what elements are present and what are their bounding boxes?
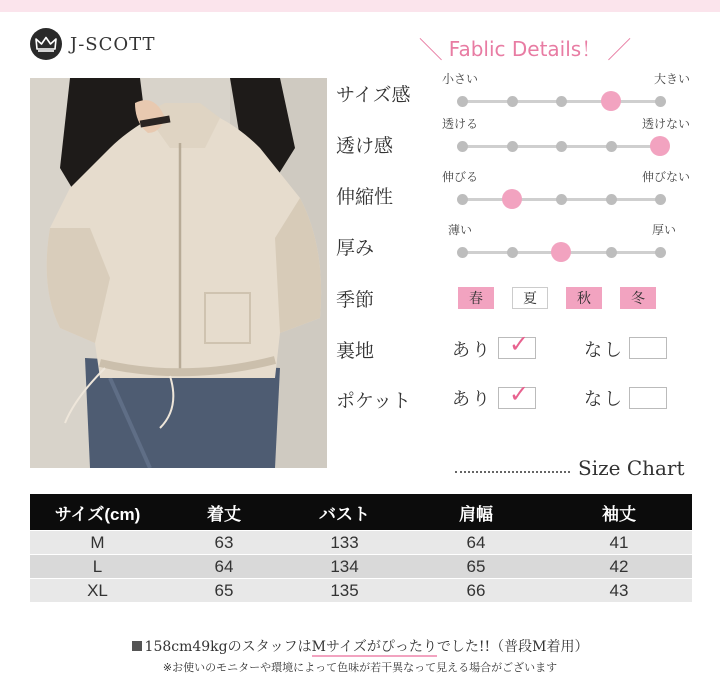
size-table bbox=[30, 494, 692, 602]
table-cell: 133 bbox=[330, 532, 359, 552]
row-label-size-feel: サイズ感 bbox=[336, 84, 411, 106]
table-cell: L bbox=[92, 556, 103, 576]
scale-size-feel bbox=[440, 72, 690, 120]
header-size: サイズ(cm) bbox=[54, 504, 141, 524]
scale-thickness bbox=[440, 223, 690, 271]
scale-marker bbox=[551, 242, 571, 262]
table-cell: 65 bbox=[214, 580, 234, 600]
fabric-details-label: Fablic Details！ bbox=[448, 37, 602, 61]
staff-note-suffix: でした!!（普段M着用） bbox=[436, 639, 589, 655]
staff-note-prefix: 158cm49kgのスタッフは bbox=[144, 639, 312, 655]
row-label-sheerness: 透け感 bbox=[336, 135, 394, 157]
table-cell: 65 bbox=[466, 556, 486, 576]
table-row bbox=[30, 554, 692, 578]
scale-marker bbox=[601, 91, 621, 111]
table-cell: M bbox=[90, 532, 105, 552]
product-photo bbox=[30, 78, 327, 468]
table-cell: 134 bbox=[330, 556, 359, 576]
square-bullet-icon bbox=[132, 641, 142, 651]
scale-high-label: 厚い bbox=[651, 223, 676, 237]
scale-low-label: 小さい bbox=[442, 72, 479, 86]
season-spring: 春 bbox=[458, 287, 494, 309]
pocket-yes-checkbox bbox=[498, 380, 536, 409]
table-cell: XL bbox=[87, 580, 108, 600]
season-summer: 夏 bbox=[512, 287, 548, 309]
pocket-no-checkbox bbox=[629, 387, 667, 409]
size-chart-title: Size Chart bbox=[578, 456, 685, 480]
header-length: 着丈 bbox=[207, 504, 241, 524]
scale-low-label: 薄い bbox=[448, 223, 473, 237]
top-accent-bar bbox=[0, 0, 720, 12]
pocket-yes-label: あり bbox=[452, 389, 492, 410]
season-tags bbox=[458, 287, 674, 309]
row-label-pocket: ポケット bbox=[336, 390, 412, 412]
table-row bbox=[30, 530, 692, 554]
color-disclaimer: ※お使いのモニターや環境によって色味が若干異なって見える場合がございます bbox=[162, 661, 558, 674]
table-cell: 63 bbox=[214, 532, 234, 552]
scale-low-label: 透ける bbox=[442, 117, 479, 131]
pocket-no-label: なし bbox=[584, 389, 624, 410]
table-cell: 66 bbox=[466, 580, 486, 600]
check-icon: ✓ bbox=[509, 380, 530, 408]
lining-yes-checkbox bbox=[498, 330, 536, 359]
scale-high-label: 大きい bbox=[653, 72, 690, 86]
table-cell: 43 bbox=[609, 580, 629, 600]
size-chart-heading bbox=[455, 456, 685, 480]
brand-name: J-SCOTT bbox=[70, 33, 156, 55]
row-label-stretch: 伸縮性 bbox=[336, 186, 394, 208]
lining-no-checkbox bbox=[629, 337, 667, 359]
table-header bbox=[30, 494, 692, 530]
scale-stretch bbox=[440, 170, 690, 218]
scale-high-label: 透けない bbox=[641, 117, 690, 131]
table-cell: 64 bbox=[214, 556, 234, 576]
table-cell: 64 bbox=[466, 532, 486, 552]
dotted-rule bbox=[455, 471, 570, 473]
header-shoulder: 肩幅 bbox=[459, 504, 493, 524]
header-sleeve: 袖丈 bbox=[602, 504, 636, 524]
fabric-details-title: ＼ Fablic Details！ ／ bbox=[410, 30, 640, 65]
scale-low-label: 伸びる bbox=[442, 170, 479, 184]
table-cell: 41 bbox=[609, 532, 629, 552]
lining-no-label: なし bbox=[584, 340, 624, 361]
staff-fit-note bbox=[0, 636, 720, 656]
scale-sheerness bbox=[440, 117, 690, 165]
table-row bbox=[30, 578, 692, 602]
header-bust: バスト bbox=[319, 504, 370, 524]
row-label-thickness: 厚み bbox=[336, 237, 375, 259]
season-winter: 冬 bbox=[620, 287, 656, 309]
table-cell: 42 bbox=[609, 556, 629, 576]
brand bbox=[30, 28, 156, 60]
season-autumn: 秋 bbox=[566, 287, 602, 309]
check-icon: ✓ bbox=[509, 330, 530, 358]
scale-marker bbox=[650, 136, 670, 156]
row-label-lining: 裏地 bbox=[336, 340, 375, 362]
crown-icon bbox=[30, 28, 62, 60]
lining-yes-label: あり bbox=[452, 340, 492, 361]
row-label-season: 季節 bbox=[336, 289, 375, 311]
table-cell: 135 bbox=[330, 580, 359, 600]
staff-note-highlight: Mサイズがぴったり bbox=[311, 639, 437, 655]
scale-marker bbox=[502, 189, 522, 209]
scale-high-label: 伸びない bbox=[641, 170, 690, 184]
